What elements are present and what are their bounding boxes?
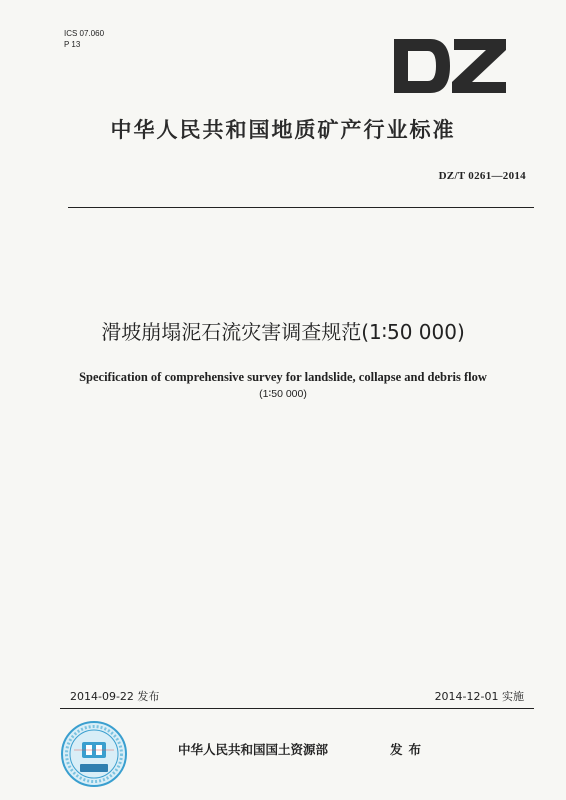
standard-title-chinese: 滑坡崩塌泥石流灾害调查规范(1∶50 000): [101, 320, 465, 344]
standard-title-scale: (1∶50 000): [259, 388, 307, 400]
footer-divider: [60, 708, 534, 709]
anti-counterfeit-seal: [60, 720, 128, 788]
ccs-code: P 13: [64, 40, 81, 49]
industry-standard-title: 中华人民共和国地质矿产行业标准: [110, 118, 456, 142]
publisher-name: 中华人民共和国国土资源部: [178, 742, 329, 757]
standard-title-english: Specification of comprehensive survey for landslide, collapse and debris flow: [79, 370, 487, 384]
ics-code: ICS 07.060: [64, 29, 105, 38]
header-divider: [68, 207, 534, 208]
classification-codes: [64, 28, 104, 50]
standard-number: DZ/T 0261—2014: [438, 170, 526, 182]
issue-date: 2014-09-22 发布: [70, 690, 160, 703]
publish-label: 发布: [390, 742, 428, 757]
dz-logo: [390, 36, 510, 96]
implementation-date: 2014-12-01 实施: [434, 690, 524, 703]
